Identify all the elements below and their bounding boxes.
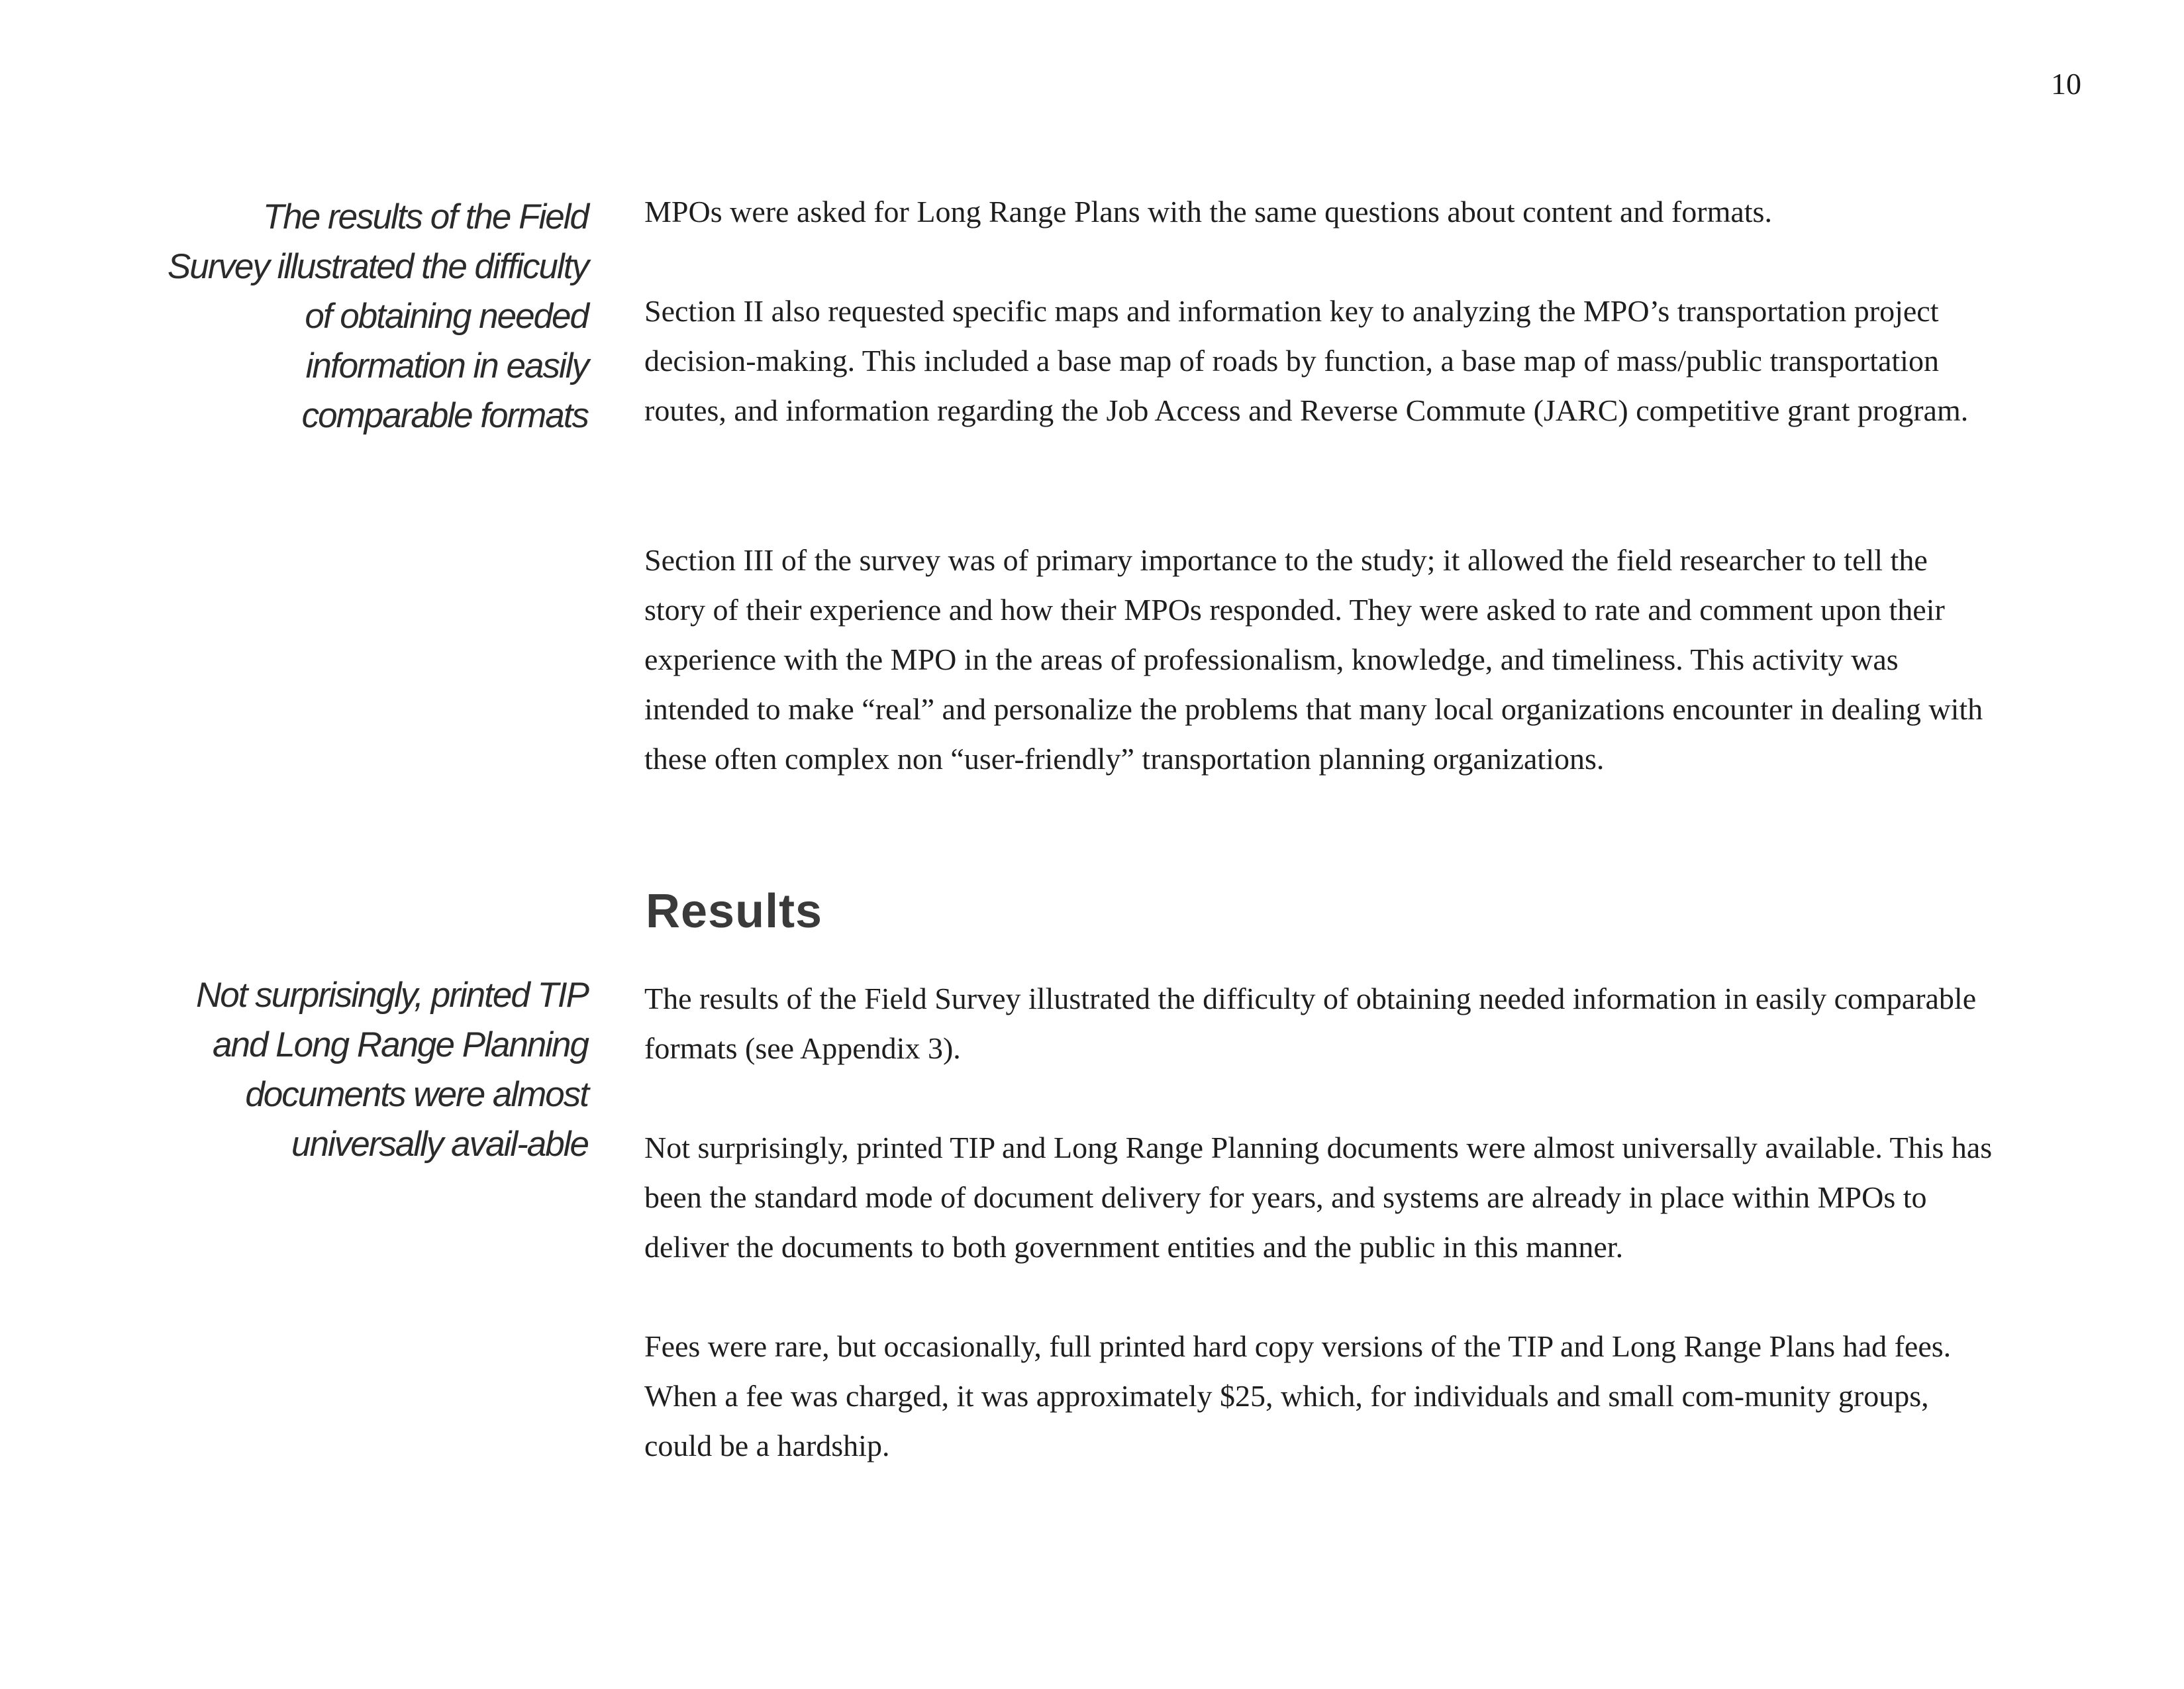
paragraph-section-iii: Section III of the survey was of primary importance to the study; it allowed the field researcher to tell the story of their experience and how their MPOs responded. They were asked to rate and comment upon their experience with the MPO in the areas of professionalism, knowledge, and timeliness. This activity was intended to make “real” and personalize the problems that many local organizations encounter in dealing with these often complex non “user-friendly” transportation planning organizations.	[644, 543, 1983, 776]
paragraph-fees: Fees were rare, but occasionally, full printed hard copy versions of the TIP and Long Range Plans had fees. When a fee was charged, it was approximately $25, which, for individuals and small com-munity groups, could be a hardship.	[644, 1329, 1952, 1462]
page-number: 10	[2051, 67, 2081, 101]
paragraph-long-range-plans: MPOs were asked for Long Range Plans with the same questions about content and formats.	[644, 195, 1772, 229]
paragraph-section-ii: Section II also requested specific maps and information key to analyzing the MPO’s transportation project decision-making. This included a base map of roads by function, a base map of mass/public transportation routes, and information regarding the Job Access and Reverse Commute (JARC) competitive grant program.	[644, 294, 1969, 427]
sidenote-printed-documents: Not surprisingly, printed TIP and Long Range Planning documents were almost universally avail-able	[196, 976, 588, 1164]
sidenote-field-survey: The results of the Field Survey illustrated the difficulty of obtaining needed information in easily comparable formats	[167, 197, 588, 435]
paragraph-results-intro: The results of the Field Survey illustrated the difficulty of obtaining needed information in easily comparable formats (see Appendix 3).	[644, 982, 1977, 1065]
paragraph-printed-documents: Not surprisingly, printed TIP and Long Range Planning documents were almost universally available. This has been the standard mode of document delivery for years, and systems are already in place within MPOs to deliver the documents to both government entities and the public in this manner.	[644, 1131, 1993, 1264]
section-heading-results: Results	[646, 885, 823, 938]
